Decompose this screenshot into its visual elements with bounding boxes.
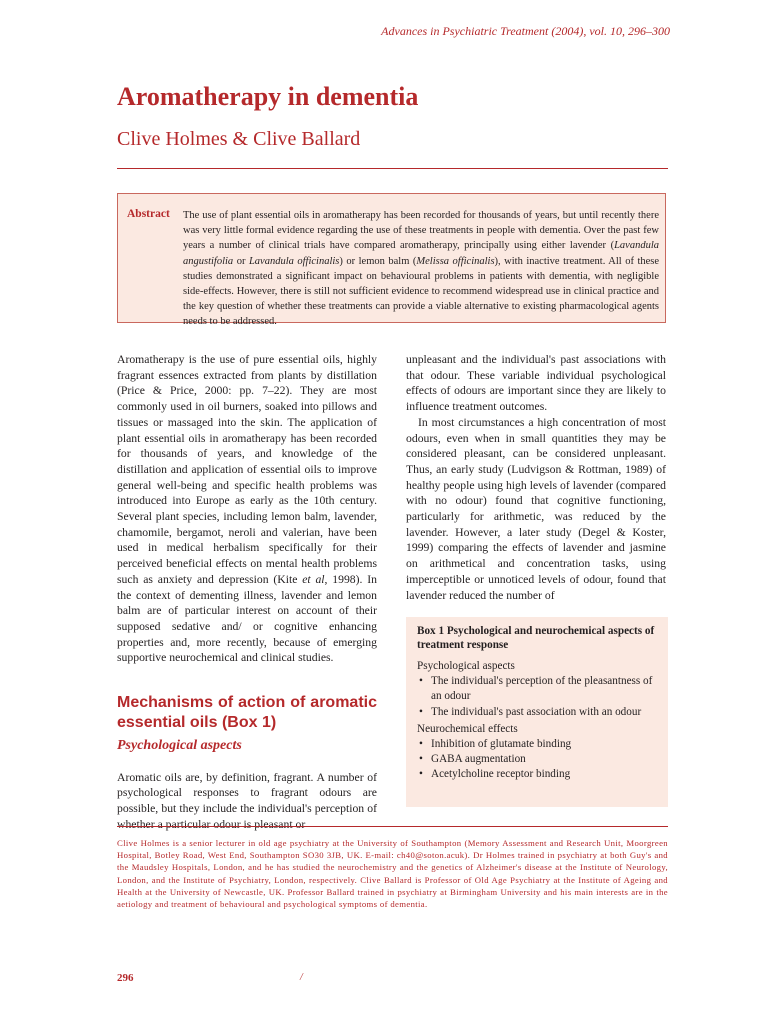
- box1-title: Box 1 Psychological and neurochemical aspects of treatment response: [417, 625, 655, 651]
- body-paragraph-continued: unpleasant and the individual's past associations with that odour. These variable individual psychological effects of odours are important since they are likely to influence treatment outcomes.: [406, 353, 666, 414]
- box1-psych-heading: Psychological aspects: [417, 660, 515, 672]
- bullet-icon: •: [419, 738, 423, 751]
- author-footnote: Clive Holmes is a senior lecturer in old age psychiatry at the University of Southampton (Memory Assessment and Research Unit, Moorgreen Hospital, Botley Road, West End, Southampton SO30 3JB, UK. E-mail: ch40@soton.acuk). Dr Holmes trained in psychiatry at both Guy's and the Maudsley Hospitals, London, and he has studied the neurochemistry and the genetics of Alzheimer's disease at the Institute of Neurology, London, and the Institute of Psychiatry, London, respectively. Clive Ballard is Professor of Old Age Psychiatry at the Institute of Ageing and Health at the University of Newcastle, UK. Professor Ballard trained in psychiatry at Birmingham University and his main interests are in the aetiology and treatment of behavioural and psychological symptoms of dementia.: [117, 838, 668, 910]
- box1-neuro-heading: Neurochemical effects: [417, 722, 518, 735]
- body-paragraph-concentration: In most circumstances a high concentration of most odours, even when in small quantities they may be considered pleasant, can be considered unpleasant. Thus, an early study (Ludvigson & Rottman, 1989) of healthy people using high levels of lavender (compared with no odour) found that cognitive functioning, particularly for arithmetic, was reduced by the lavender. However, a later study (Degel & Koster, 1999) comparing the effects of lavender and jasmine on arithmetical and concentration tasks, using imperceptible or unnoticed levels of odour, found that lavender reduced the number of: [406, 415, 666, 602]
- right-column: [406, 352, 666, 603]
- abstract-label: Abstract: [127, 208, 170, 220]
- box1-neuro-list: [417, 737, 665, 783]
- footer-mark: /: [300, 972, 303, 983]
- journal-citation: Advances in Psychiatric Treatment (2004), vol. 10, 296–300: [381, 24, 670, 38]
- list-item: • The individual's past association with an odour: [431, 705, 665, 720]
- bullet-icon: •: [419, 675, 423, 688]
- list-item: • Inhibition of glutamate binding: [431, 737, 665, 752]
- subsection-heading: Psychological aspects: [117, 738, 242, 754]
- bullet-icon: •: [419, 753, 423, 766]
- body-paragraph-intro: Aromatherapy is the use of pure essential oils, highly fragrant essences extracted from plants by distillation (Price & Price, 2000: pp. 7–22). They are most commonly used in oil burners, soaked into pillows and tissues or massaged into the skin. The application of plant essential oils in aromatherapy has been recorded for thousands of years, and knowledge of the distillation and application of essential oils to improve general well-being and specific health problems was introduced into Europe as early as the 10th century. Several plant species, including lemon balm, lavender, chamomile, bergamot, neroli and valerian, have been used in medical herbalism specifically for their perceived beneficial effects on mental health problems such as anxiety and depression (Kite et al, 1998). In the context of dementing illness, lavender and lemon balm are of particular interest on account of their supposed sedative and/ or cognitive enhancing properties and, more recently, because of emerging supportive neurochemical and clinical studies.: [117, 353, 377, 665]
- article-authors: Clive Holmes & Clive Ballard: [117, 128, 361, 150]
- list-item: • Acetylcholine receptor binding: [431, 767, 665, 782]
- box1-panel: [406, 617, 668, 807]
- article-title: Aromatherapy in dementia: [117, 82, 419, 111]
- list-item: • The individual's perception of the pleasantness of an odour: [419, 675, 653, 703]
- page-number: 296: [117, 972, 134, 984]
- abstract-text: The use of plant essential oils in aromatherapy has been recorded for thousands of years, but until recently there was very little formal evidence regarding the use of these treatments in people with dementia. Over the past few years a number of clinical trials have compared aromatherapy, principally using either lavender (Lavandula angustifolia or Lavandula officinalis) or lemon balm (Melissa officinalis), with inactive treatment. All of these studies demonstrated a significant impact on behavioural problems in patients with dementia, with negligible side-effects. However, there is still not sufficient evidence to recommend widespread use in clinical practice and the key question of whether these treatments can provide a viable alternative to existing pharmacological agents needs to be addressed.: [183, 210, 660, 328]
- section-heading: Mechanisms of action of aromatic essential oils (Box 1): [117, 694, 377, 732]
- bullet-icon: •: [419, 768, 423, 781]
- left-column: [117, 352, 377, 833]
- box1-body: [417, 659, 665, 785]
- list-item: • GABA augmentation: [431, 752, 665, 767]
- footnote-divider: [117, 826, 668, 827]
- title-divider: [117, 168, 668, 169]
- abstract-box: [117, 193, 666, 328]
- body-paragraph-psych: Aromatic oils are, by definition, fragrant. A number of psychological responses to fragrant odours are possible, but they include the individual's perception of whether a particular odour is pleasant or: [117, 770, 377, 831]
- box1-psych-list: [417, 674, 665, 720]
- bullet-icon: •: [419, 705, 423, 718]
